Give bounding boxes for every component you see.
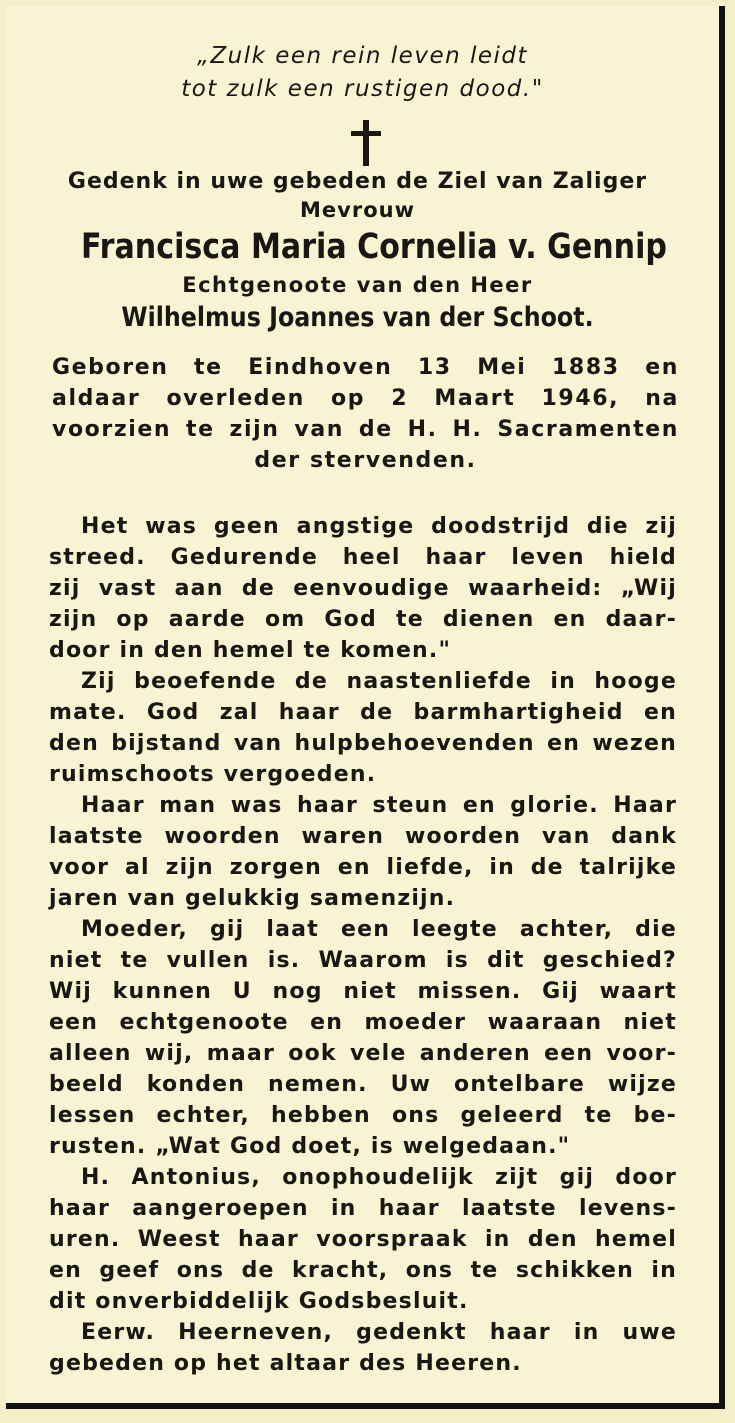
deceased-name: Francisca Maria Cornelia v. Gennip <box>81 227 667 267</box>
spouse-name: Wilhelmus Joannes van der Schoot. <box>121 302 594 333</box>
text-line: streed. Gedurende heel haar leven hield <box>49 545 677 570</box>
text-line: Het was geen angstige doodstrijd die zij <box>81 514 677 539</box>
motto-line: „Zulk een rein leven leidt <box>196 43 529 69</box>
text-line: Eerw. Heerneven, gedenkt haar in uwe <box>81 1320 677 1345</box>
text-line: door in den hemel te komen." <box>49 638 452 663</box>
text-line: der stervenden. <box>254 448 477 473</box>
text-line: gebeden op het altaar des Heeren. <box>49 1351 522 1376</box>
text-line: laatste woorden waren woorden van dank <box>49 824 677 849</box>
text-line: voorzien te zijn van de H. H. Sacramenten <box>52 417 679 442</box>
text-line: Zij beoefende de naastenliefde in hooge <box>81 669 677 694</box>
text-line: Haar man was haar steun en glorie. Haar <box>81 793 677 818</box>
paragraph-3 <box>49 790 677 914</box>
text-line: haar aangeroepen in haar laatste levens- <box>49 1196 677 1221</box>
text-line: jaren van gelukkig samenzijn. <box>49 886 456 911</box>
cross-icon <box>346 120 386 166</box>
text-line: zijn op aarde om God te dienen en daar- <box>49 607 677 632</box>
paragraph-1 <box>49 511 677 666</box>
text-line: den bijstand van hulpbehoevenden en wezen <box>49 731 677 756</box>
text-line: H. Antonius, onophoudelijk zijt gij door <box>81 1165 677 1190</box>
motto-line: tot zulk een rustigen dood." <box>181 76 544 102</box>
text-line: niet te vullen is. Waarom is dit geschied? <box>49 948 677 973</box>
text-line: dit onverbiddelijk Godsbesluit. <box>49 1289 469 1314</box>
memorial-card <box>6 6 725 1409</box>
remember-line: Gedenk in uwe gebeden de Ziel van Zaliger <box>67 169 648 194</box>
honorific-title: Mevrouw <box>300 198 415 222</box>
text-line: rusten. „Wat God doet, is welgedaan." <box>49 1134 571 1159</box>
text-line: voor al zijn zorgen en liefde, in de talrijke <box>49 855 677 880</box>
text-line: ruimschoots vergoeden. <box>49 762 377 787</box>
text-line: Wij kunnen U nog niet missen. Gij waart <box>49 979 677 1004</box>
text-line: aldaar overleden op 2 Maart 1946, na <box>52 386 679 411</box>
body-text <box>49 511 677 1379</box>
text-line: uren. Weest haar voorspraak in den hemel <box>49 1227 677 1252</box>
birth-death-block <box>52 352 679 476</box>
spouse-intro: Echtgenoote van den Heer <box>182 273 533 297</box>
text-line: mate. God zal haar de barmhartigheid en <box>49 700 677 725</box>
paragraph-2 <box>49 666 677 790</box>
text-line: Moeder, gij laat een leegte achter, die <box>81 917 677 942</box>
heading-block <box>36 166 679 336</box>
text-line: alleen wij, maar ook vele anderen een voor- <box>49 1041 677 1066</box>
text-line: zij vast aan de eenvoudige waarheid: „Wij <box>49 576 677 601</box>
motto-quote <box>6 40 719 106</box>
text-line: en geef ons de kracht, ons te schikken in <box>49 1258 677 1283</box>
paragraph-5 <box>49 1162 677 1317</box>
paragraph-6 <box>49 1317 677 1379</box>
text-line: beeld konden nemen. Uw ontelbare wijze <box>49 1072 677 1097</box>
text-line: lessen echter, hebben ons geleerd te be- <box>49 1103 677 1128</box>
paragraph-4 <box>49 914 677 1162</box>
text-line: een echtgenoote en moeder waaraan niet <box>49 1010 677 1035</box>
text-line: Geboren te Eindhoven 13 Mei 1883 en <box>52 355 679 380</box>
